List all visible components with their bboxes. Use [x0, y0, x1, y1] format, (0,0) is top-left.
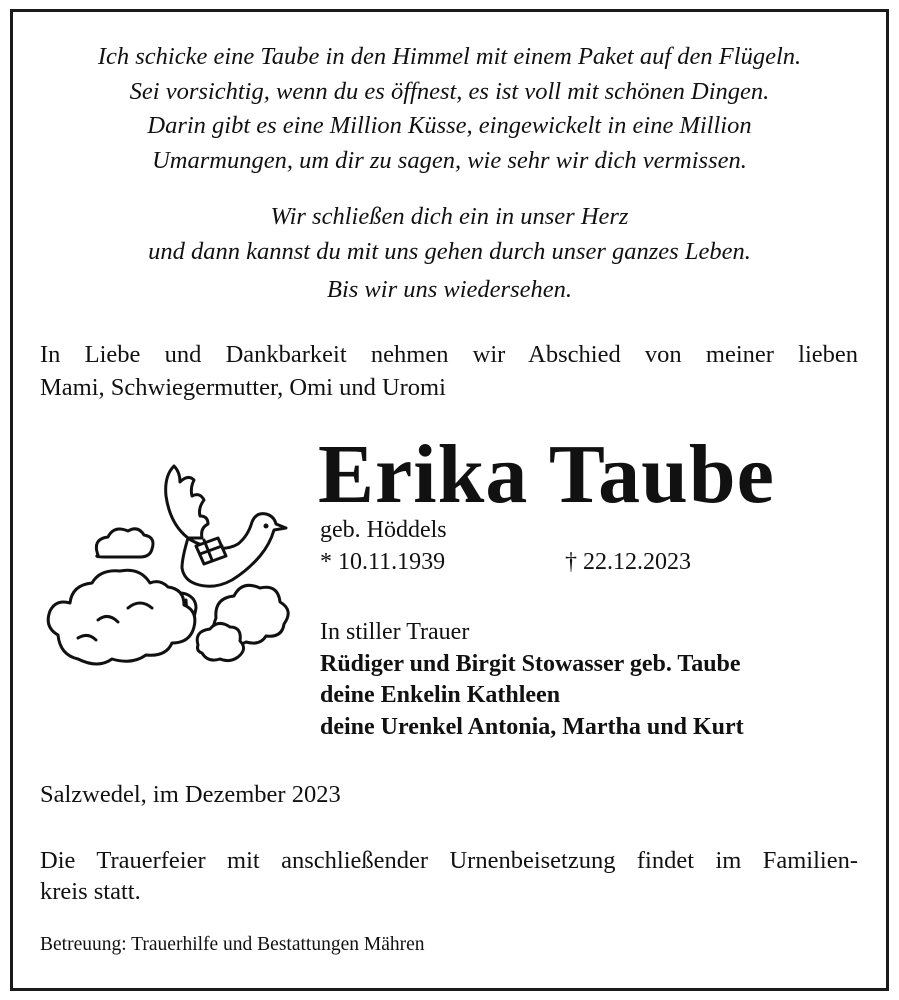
- poem-stanza-2: [0, 200, 899, 269]
- funeral-notice: [40, 845, 858, 907]
- death-date: † 22.12.2023: [565, 549, 691, 575]
- mourners-block: [320, 617, 744, 743]
- poem-line: Darin gibt es eine Million Küsse, eingewickelt in eine Million: [147, 112, 752, 139]
- mourner-line: Rüdiger und Birgit Stowasser geb. Taube: [320, 650, 741, 677]
- poem-stanza-1: [0, 40, 899, 178]
- place-date: Salzwedel, im Dezember 2023: [40, 781, 341, 808]
- deceased-name: Erika Taube: [318, 428, 775, 521]
- intro-line-2: Mami, Schwiegermutter, Omi und Uromi: [40, 374, 446, 401]
- funeral-line-2: kreis statt.: [40, 878, 141, 905]
- poem-closing: Bis wir uns wiedersehen.: [327, 276, 572, 303]
- funeral-line-1: Die Trauerfeier mit anschließender Urnenbeisetzung findet im Familien-: [40, 847, 858, 874]
- poem-line: Sei vorsichtig, wenn du es öffnest, es ist voll mit schönen Dingen.: [129, 77, 770, 105]
- farewell-intro: [40, 338, 858, 404]
- care-credit: Betreuung: Trauerhilfe und Bestattungen Mähren: [40, 934, 425, 955]
- birth-name: geb. Höddels: [320, 517, 447, 543]
- mourner-line: deine Urenkel Antonia, Martha und Kurt: [320, 713, 744, 740]
- dove-with-clouds-icon: [38, 460, 298, 690]
- poem-line: Ich schicke eine Taube in den Himmel mit einem Paket auf den Flügeln.: [97, 43, 802, 70]
- poem-line: Umarmungen, um dir zu sagen, wie sehr wir dich vermissen.: [152, 146, 747, 174]
- intro-line-1: In Liebe und Dankbarkeit nehmen wir Abschied von meiner lieben: [40, 341, 858, 368]
- mourner-line: deine Enkelin Kathleen: [320, 682, 561, 708]
- poem-line: Wir schließen dich ein in unser Herz: [270, 203, 629, 230]
- birth-date: * 10.11.1939: [320, 549, 446, 575]
- poem-line: und dann kannst du mit uns gehen durch unser ganzes Leben.: [148, 237, 751, 265]
- mourners-intro: In stiller Trauer: [320, 619, 470, 645]
